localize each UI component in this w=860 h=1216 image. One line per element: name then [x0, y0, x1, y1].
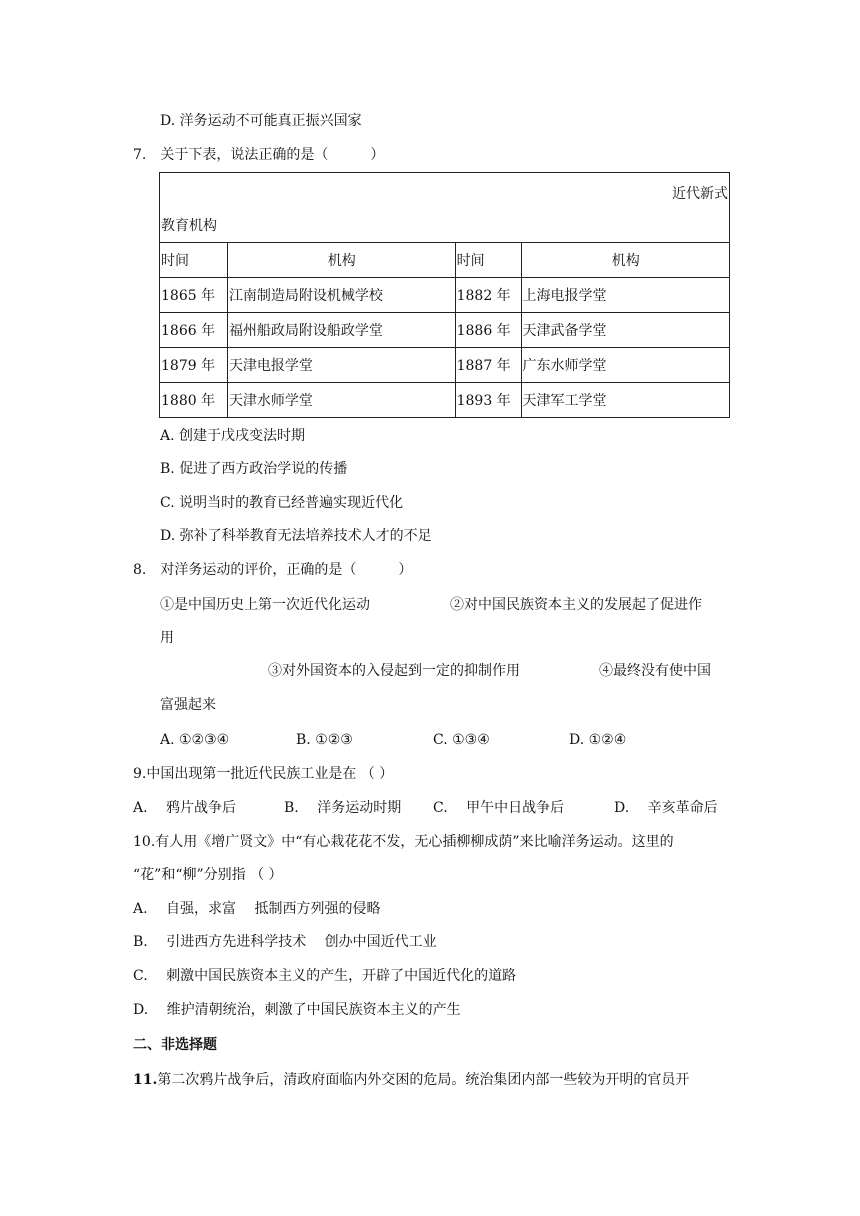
q8-option-c: C. ①③④ — [433, 732, 490, 748]
q9-option-d: D. 辛亥革命后 — [614, 800, 718, 816]
q6-option-d: D. 洋务运动不可能真正振兴国家 — [160, 113, 362, 129]
q10-stem-line1: 10.有人用《增广贤文》中“有心栽花花不发，无心插柳柳成荫”来比喻洋务运动。这里的 — [133, 834, 674, 850]
table-cell: 福州船政局附设船政学堂 — [227, 313, 455, 348]
q9-stem: 9.中国出现第一批近代民族工业是在 （ ） — [133, 766, 394, 782]
q8-item-4-cont: 富强起来 — [160, 697, 216, 713]
q10-option-c: C. 刺激中国民族资本主义的产生，开辟了中国近代化的道路 — [133, 968, 517, 984]
table-cell: 1893 年 — [455, 383, 521, 418]
q8-stem: 8. 对洋务运动的评价，正确的是（ ） — [133, 562, 413, 578]
q10-option-b: B. 引进西方先进科学技术 创办中国近代工业 — [133, 934, 437, 950]
table-caption-row — [160, 173, 730, 243]
q10-stem-line2: “花”和“柳”分别指 （ ） — [133, 867, 283, 883]
table-cell: 上海电报学堂 — [521, 278, 729, 313]
table-row — [160, 348, 730, 383]
table-cell: 江南制造局附设机械学校 — [227, 278, 455, 313]
q7-option-a: A. 创建于戊戌变法时期 — [160, 428, 306, 444]
table-cell: 广东水师学堂 — [521, 348, 729, 383]
q11-stem — [133, 1071, 689, 1089]
table-cell: 天津武备学堂 — [521, 313, 729, 348]
q11-stem-line1: 第二次鸦片战争后，清政府面临内外交困的危局。统治集团内部一些较为开明的官员开 — [157, 1072, 690, 1088]
table-cell: 1887 年 — [455, 348, 521, 383]
table-cell: 天津电报学堂 — [227, 348, 455, 383]
q7-option-b: B. 促进了西方政治学说的传播 — [160, 461, 348, 477]
q11-number: 11. — [133, 1072, 158, 1088]
q8-option-d: D. ①②④ — [569, 732, 627, 748]
q9-option-c: C. 甲午中日战争后 — [433, 800, 565, 816]
q8-item-1: ①是中国历史上第一次近代化运动 — [160, 597, 370, 613]
table-header-cell: 机构 — [227, 243, 455, 278]
table-row — [160, 383, 730, 418]
q7-stem: 7. 关于下表，说法正确的是（ ） — [133, 147, 385, 163]
q8-item-2: ②对中国民族资本主义的发展起了促进作 — [450, 597, 702, 613]
table-caption-part1: 近代新式 — [672, 186, 728, 202]
education-institutions-table — [159, 172, 730, 418]
table-cell: 1882 年 — [455, 278, 521, 313]
q10-option-a: A. 自强，求富 抵制西方列强的侵略 — [133, 901, 381, 917]
table-cell: 天津军工学堂 — [521, 383, 729, 418]
table-row — [160, 278, 730, 313]
q8-item-3: ③对外国资本的入侵起到一定的抑制作用 — [268, 663, 520, 679]
q9-option-b: B. 洋务运动时期 — [284, 800, 402, 816]
table-cell: 1866 年 — [160, 313, 228, 348]
q7-option-c: C. 说明当时的教育已经普遍实现近代化 — [160, 495, 404, 511]
table-cell: 1886 年 — [455, 313, 521, 348]
table-caption — [160, 173, 730, 243]
table-cell: 1880 年 — [160, 383, 228, 418]
table-row — [160, 313, 730, 348]
table-header-cell: 时间 — [455, 243, 521, 278]
table-header-cell: 时间 — [160, 243, 228, 278]
section-title: 二、非选择题 — [133, 1037, 217, 1053]
q7-option-d: D. 弥补了科举教育无法培养技术人才的不足 — [160, 528, 432, 544]
q8-option-a: A. ①②③④ — [160, 732, 230, 748]
table-cell: 1865 年 — [160, 278, 228, 313]
q10-option-d: D. 维护清朝统治，刺激了中国民族资本主义的产生 — [133, 1002, 461, 1018]
q8-item-2-cont: 用 — [160, 630, 174, 646]
table-header-cell: 机构 — [521, 243, 729, 278]
table-cell: 天津水师学堂 — [227, 383, 455, 418]
q9-option-a: A. 鸦片战争后 — [133, 800, 237, 816]
q8-item-4: ④最终没有使中国 — [599, 663, 711, 679]
table-cell: 1879 年 — [160, 348, 228, 383]
table-header-row — [160, 243, 730, 278]
q8-option-b: B. ①②③ — [296, 732, 353, 748]
table-caption-part2: 教育机构 — [161, 218, 217, 234]
